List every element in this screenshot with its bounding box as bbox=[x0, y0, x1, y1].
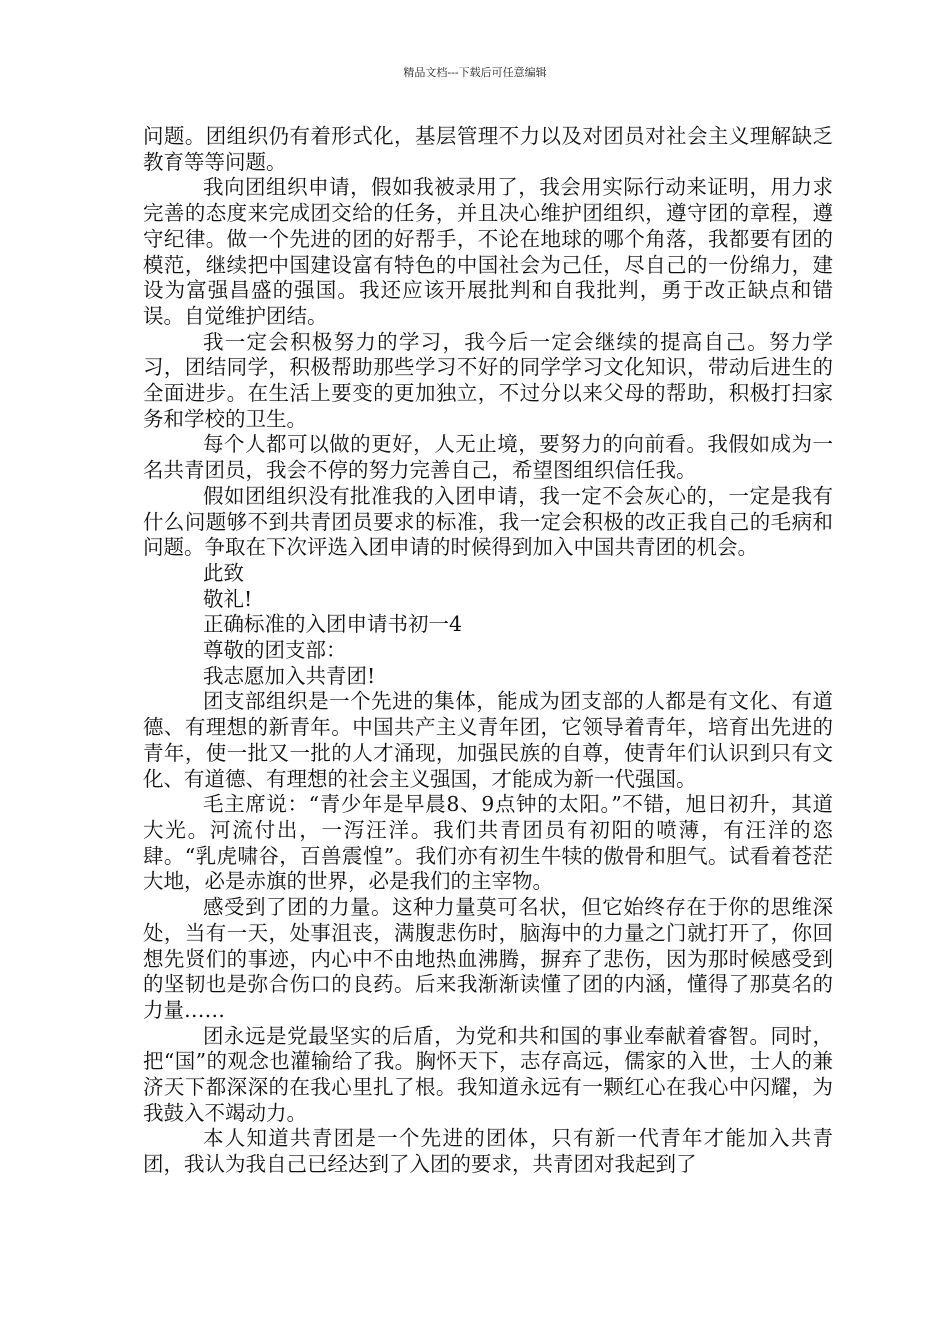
paragraph-league-intro: 团支部组织是一个先进的集体，能成为团支部的人都是有文化、有道德、有理想的新青年。中国共产主义青年团，它领导着青年，培育出先进的青年，使一批又一批的人才涌现，加强民族的自尊，使青年们认识到只有文化、有道德、有理想的社会主义强国，才能成为新一代强国。 bbox=[143, 689, 833, 791]
paragraph-application-pledge: 我向团组织申请，假如我被录用了，我会用实际行动来证明，用力求完善的态度来完成团交给的任务，并且决心维护团组织，遵守团的章程，遵守纪律。做一个先进的团的好帮手，不论在地球的哪个角落，我都要有团的模范，继续把中国建设富有特色的中国社会为己任，尽自己的一份绵力，建设为富强昌盛的强国。我还应该开展批判和自我批判，勇于改正缺点和错误。自觉维护团结。 bbox=[143, 175, 833, 328]
closing-regards: 敬礼! bbox=[203, 586, 253, 611]
greeting: 尊敬的团支部： bbox=[203, 638, 347, 663]
paragraph-study-commitment: 我一定会积极努力的学习，我今后一定会继续的提高自己。努力学习，团结同学，积极帮助那些学习不好的同学学习文化知识，带动后进生的全面进步。在生活上要变的更加独立，不过分以来父母的帮助，积极打扫家务和学校的卫生。 bbox=[143, 329, 833, 431]
section-title: 正确标准的入团申请书初一4 bbox=[203, 612, 463, 637]
paragraph-party-support: 团永远是党最坚实的后盾，为党和共和国的事业奉献着睿智。同时，把“国”的观念也灌输给了我。胸怀天下，志存高远，儒家的入世，士人的兼济天下都深深的在我心里扎了根。我知道永远有一颗红心在我心中闪耀，为我鼓入不竭动力。 bbox=[143, 1023, 833, 1125]
paragraph-continuation: 问题。团组织仍有着形式化，基层管理不力以及对团员对社会主义理解缺乏教育等等问题。 bbox=[143, 124, 833, 174]
page-header: 精品文档---下载后可任意编辑 bbox=[403, 66, 547, 79]
paragraph-self-improvement: 每个人都可以做的更好，人无止境，要努力的向前看。我假如成为一名共青团员，我会不停的努力完善自己，希望图组织信任我。 bbox=[143, 432, 833, 483]
paragraph-chairman-mao-quote: 毛主席说：“青少年是早晨8、9点钟的太阳。”不错，旭日初升，其道大光。河流付出，一泻汪洋。我们共青团员有初阳的喷薄，有汪洋的恣肆。“乳虎啸谷，百兽震惶”。我们亦有初生牛犊的傲骨和胆气。试看着苍茫大地，必是赤旗的世界，必是我们的主宰物。 bbox=[143, 792, 833, 894]
closing-salutation: 此致 bbox=[203, 560, 244, 585]
document-body bbox=[143, 124, 833, 1178]
paragraph-requirements: 本人知道共青团是一个先进的团体，只有新一代青年才能加入共青团，我认为我自己已经达到了入团的要求，共青团对我起到了 bbox=[143, 1126, 833, 1177]
declaration: 我志愿加入共青团! bbox=[203, 663, 376, 688]
paragraph-if-rejected: 假如团组织没有批准我的入团申请，我一定不会灰心的，一定是我有什么问题够不到共青团员要求的标准，我一定会积极的改正我自己的毛病和问题。争取在下次评选入团申请的时候得到加入中国共青团的机会。 bbox=[143, 483, 833, 560]
paragraph-league-power: 感受到了团的力量。这种力量莫可名状，但它始终存在于你的思维深处，当有一天，处事沮丧，满腹悲伤时，脑海中的力量之门就打开了，你回想先贤们的事迹，内心中不由地热血沸腾，摒弃了悲伤，因为那时候感受到的坚韧也是弥合伤口的良药。后来我渐渐读懂了团的内涵，懂得了那莫名的力量…… bbox=[143, 895, 833, 1022]
